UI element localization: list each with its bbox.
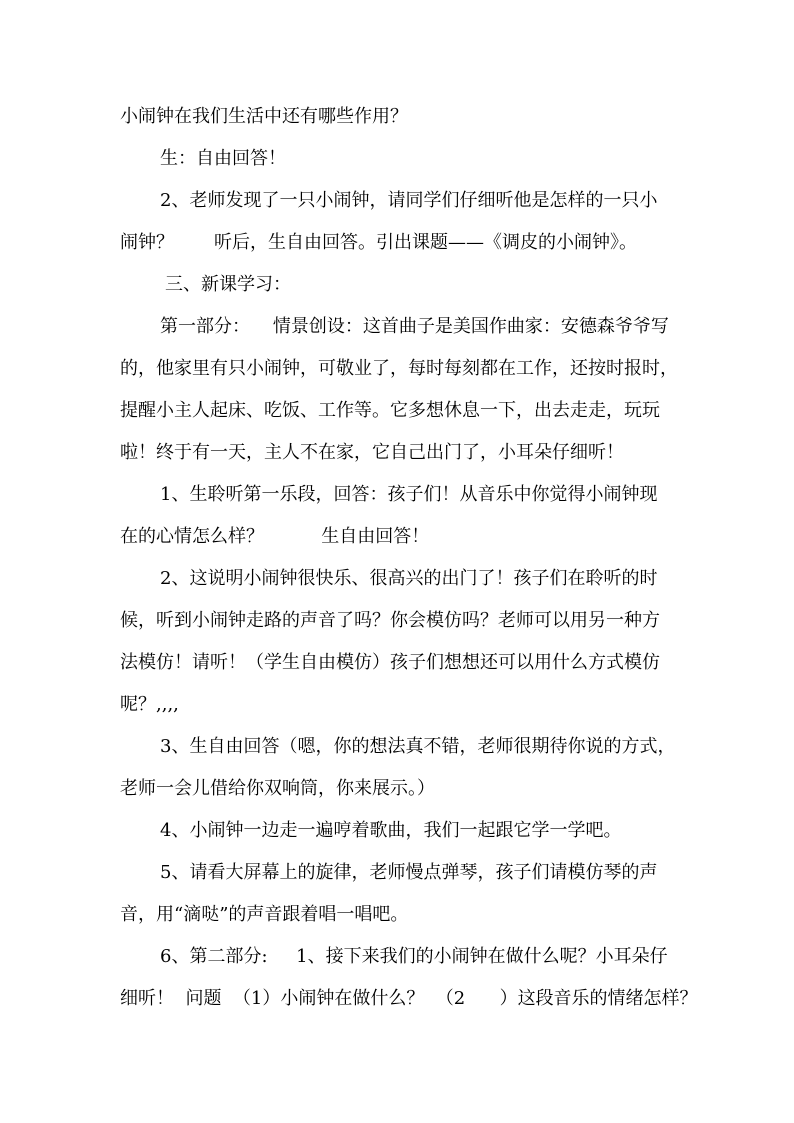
text-line: 闹钟？ 听后，生自由回答。引出课题——《调皮的小闹钟》。 <box>120 232 638 253</box>
text-line: 第一部分： 情景创设：这首曲子是美国作曲家：安德森爷爷写 <box>160 316 669 337</box>
text-line: 生：自由回答！ <box>160 148 286 169</box>
text-line: 6、第二部分: 1、接下来我们的小闹钟在做什么呢？小耳朵仔 <box>160 946 668 967</box>
text-line: 细听！ 问题 （1）小闹钟在做什么？ （2 ）这段音乐的情绪怎样？ <box>120 988 698 1009</box>
text-line: 在的心情怎么样？ 生自由回答！ <box>120 526 430 547</box>
text-line: 老师一会儿借给你双响筒，你来展示。） <box>120 778 435 799</box>
text-line: 法模仿！请听！（学生自由模仿）孩子们想想还可以用什么方式模仿 <box>120 652 660 673</box>
text-line: 的，他家里有只小闹钟，可敬业了，每时每刻都在工作，还按时报时， <box>120 358 678 379</box>
text-line: 音，用“滴哒”的声音跟着唱一唱吧。 <box>120 904 409 925</box>
text-line: 2、老师发现了一只小闹钟，请同学们仔细听他是怎样的一只小 <box>160 190 658 211</box>
text-line: 提醒小主人起床、吃饭、工作等。它多想休息一下，出去走走，玩玩 <box>120 400 660 421</box>
text-line: 1、生聆听第一乐段，回答：孩子们！从音乐中你觉得小闹钟现 <box>160 484 658 505</box>
text-line: 候，听到小闹钟走路的声音了吗？你会模仿吗？老师可以用另一种方 <box>120 610 660 631</box>
text-line: 呢？,,,, <box>120 694 179 715</box>
text-line: 啦！终于有一天，主人不在家，它自己出门了，小耳朵仔细听！ <box>120 442 624 463</box>
text-line: 2、这说明小闹钟很快乐、很高兴的出门了！孩子们在聆听的时 <box>160 568 658 589</box>
text-line: 4、小闹钟一边走一遍哼着歌曲，我们一起跟它学一学吧。 <box>160 820 622 841</box>
text-line: 3、生自由回答（嗯，你的想法真不错，老师很期待你说的方式， <box>160 736 676 757</box>
section-heading: 三、新课学习： <box>165 274 291 295</box>
text-line: 小闹钟在我们生活中还有哪些作用？ <box>120 106 408 127</box>
text-line: 5、请看大屏幕上的旋律，老师慢点弹琴，孩子们请模仿琴的声 <box>160 862 658 883</box>
